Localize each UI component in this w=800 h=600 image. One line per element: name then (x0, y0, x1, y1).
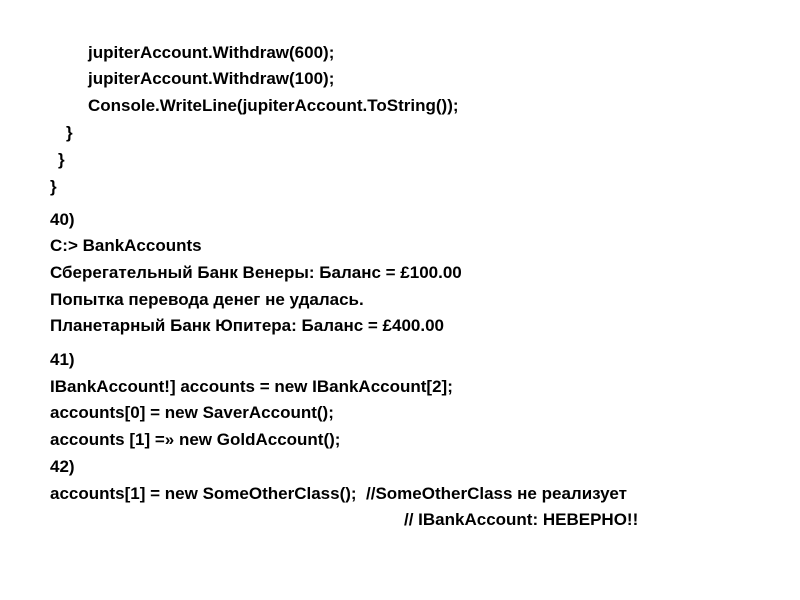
section-number: 41) (50, 350, 75, 369)
code-line: jupiterAccount.Withdraw(600); (88, 43, 335, 62)
closing-brace: } (66, 123, 73, 142)
closing-brace: } (50, 177, 57, 196)
code-line: IBankAccount!] accounts = new IBankAccount[2]; (50, 377, 453, 396)
section-number: 42) (50, 457, 75, 476)
code-line: jupiterAccount.Withdraw(100); (88, 69, 335, 88)
code-comment: // IBankAccount: НЕВЕРНО!! (404, 510, 639, 529)
code-line: Console.WriteLine(jupiterAccount.ToString()); (88, 96, 459, 115)
closing-brace: } (58, 150, 65, 169)
section-number: 40) (50, 210, 75, 229)
code-line: accounts[1] = new SomeOtherClass(); //SomeOtherClass не реализует (50, 484, 627, 503)
console-output-line: Сберегательный Банк Венеры: Баланс = £100.00 (50, 263, 462, 282)
console-output-line: Попытка перевода денег не удалась. (50, 290, 364, 309)
code-line: accounts [1] =» new GoldAccount(); (50, 430, 341, 449)
console-prompt: C:> BankAccounts (50, 236, 202, 255)
console-output-line: Планетарный Банк Юпитера: Баланс = £400.00 (50, 316, 444, 335)
code-line: accounts[0] = new SaverAccount(); (50, 403, 334, 422)
